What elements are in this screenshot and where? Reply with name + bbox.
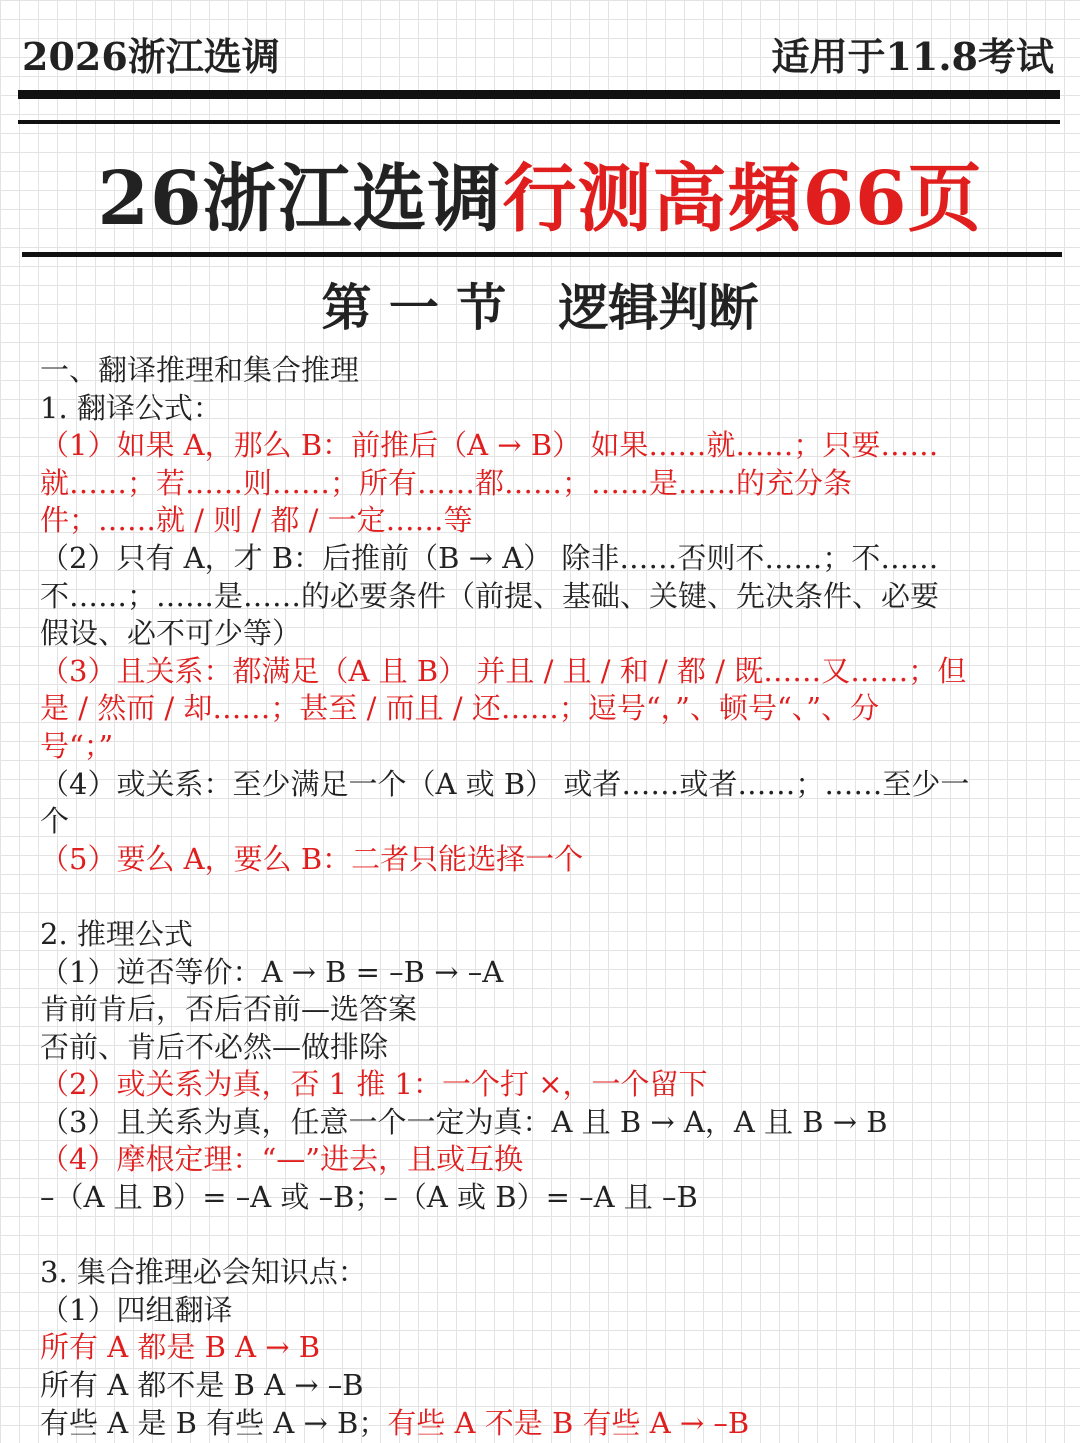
notes-line: 所有 A 都是 B A → B [40,1330,321,1365]
section-title: 第 一 节 逻辑判断 [321,278,759,337]
notes-line: （3）且关系为真，任意一个一定为真：A 且 B → A，A 且 B → B [40,1104,888,1139]
notes-line: （4）或关系：至少满足一个（A 或 B） 或者……或者……；……至少一 [40,766,970,801]
top-thick-rule [18,90,1060,99]
notes-line: 肯前肯后，否后否前—选答案 [40,992,418,1027]
notes-line: 就……；若……则……；所有……都……；……是……的充分条 [40,465,853,500]
notes-line: （2）只有 A，才 B：后推前（B → A） 除非……否则不……；不…… [40,540,939,575]
notes-line: （4）摩根定理：“—”进去，且或互换 [40,1142,524,1177]
top-thin-rule [18,120,1060,124]
notes-line [40,878,1045,916]
notes-line: （1）如果 A，那么 B：前推后（A → B） 如果……就……；只要…… [40,428,939,463]
last-line-red: 有些 A 不是 B 有些 A → –B [387,1405,750,1440]
header-right-label: 适用于11.8考试 [771,34,1054,79]
notes-body [40,352,1045,1442]
notes-line: （1）四组翻译 [40,1292,233,1327]
notes-line: 2. 推理公式 [40,916,193,951]
notes-line: 是 / 然而 / 却……；甚至 / 而且 / 还……；逗号“，”、顿号“、”、分 [40,691,880,726]
notes-line: 个 [40,804,70,839]
page-title-red: 行测高頻66页 [502,156,983,242]
notes-last-line [40,1405,1045,1443]
notes-line [40,1217,1045,1255]
notes-line: –（A 且 B）= –A 或 –B；–（A 或 B）= –A 且 –B [40,1180,698,1215]
notes-line: 3. 集合推理必会知识点： [40,1255,367,1290]
notes-line: 一、翻译推理和集合推理 [40,353,360,387]
page-title-black: 26浙江选调 [97,156,503,242]
notes-line: 假设、必不可少等） [40,616,302,651]
notes-line: 1. 翻译公式： [40,390,222,425]
last-line-black: 有些 A 是 B 有些 A → B； [40,1405,388,1440]
notes-line: （3）且关系：都满足（A 且 B） 并且 / 且 / 和 / 都 / 既……又……；但 [40,653,967,688]
notes-line: 否前、肯后不必然—做排除 [40,1029,389,1064]
notes-line: 不……；……是……的必要条件（前提、基础、关键、先决条件、必要 [40,578,940,613]
notes-line: 号“；” [40,728,114,763]
title-underline-rule [22,252,1062,257]
notes-line: 件；……就 / 则 / 都 / 一定……等 [40,503,473,538]
notes-line: （1）逆否等价：A → B = –B → –A [40,954,504,989]
page-title [0,140,1080,246]
header-left-label: 2026浙江选调 [22,34,280,79]
notes-line: 所有 A 都不是 B A → –B [40,1368,364,1403]
notes-line: （5）要么 A，要么 B：二者只能选择一个 [40,841,584,876]
notes-lines [40,352,1045,1405]
notes-line: （2）或关系为真，否 1 推 1：一个打 ×，一个留下 [40,1067,708,1102]
